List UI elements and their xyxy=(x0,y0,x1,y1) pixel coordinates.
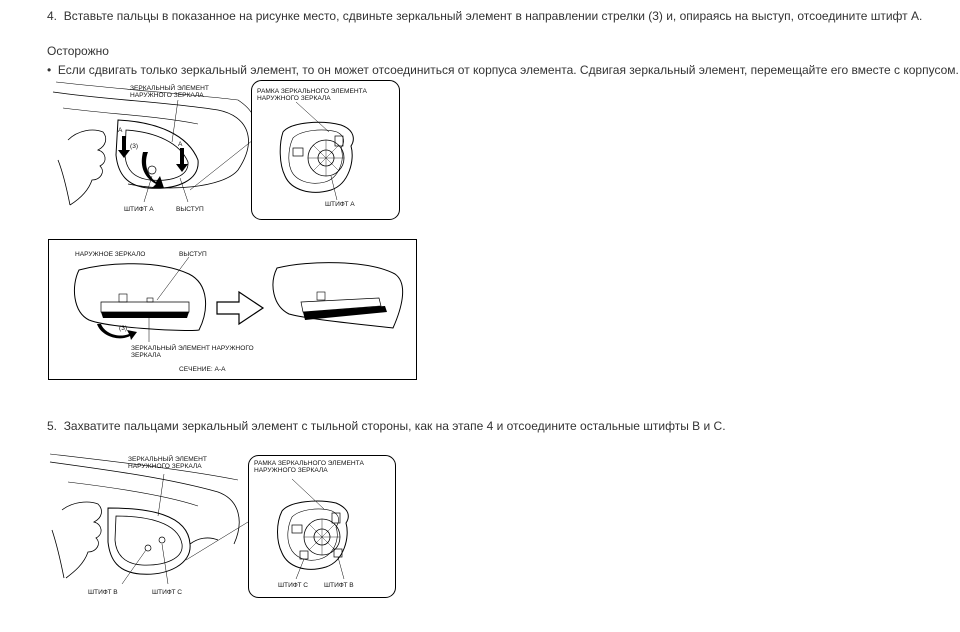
step-5-number: 5. xyxy=(47,419,58,433)
figure-2-section xyxy=(48,239,417,380)
caution-text: Если сдвигать только зеркальный элемент, то он может отсоединиться от корпуса элемента. Сдвигая зеркальный элемент, перемещайте его вместе с корпусом. xyxy=(57,63,959,77)
caution-bullet: • xyxy=(47,63,52,77)
step-5-text: Захватите пальцами зеркальный элемент с тыльной стороны, как на этапе 4 и отсоедините остальные штифты B и C. xyxy=(63,419,726,433)
figure-3-detail-drawing xyxy=(248,455,396,598)
fig2-arrow-number: (3) xyxy=(119,325,128,332)
figure-1-detail-drawing xyxy=(251,80,400,220)
figure-1-detail xyxy=(251,80,400,220)
fig1-frame-label-2: НАРУЖНОГО ЗЕРКАЛА xyxy=(257,95,331,102)
caution-title: Осторожно xyxy=(47,44,109,58)
fig3-mirror-element-label-1: ЗЕРКАЛЬНЫЙ ЭЛЕМЕНТ xyxy=(128,456,207,463)
caution-bullet-item xyxy=(47,63,959,78)
fig2-mirror-element-label-2: ЗЕРКАЛА xyxy=(131,352,161,359)
fig3-mirror-element-label-2: НАРУЖНОГО ЗЕРКАЛА xyxy=(128,463,202,470)
fig3-pin-c-label: ШТИФТ C xyxy=(152,589,183,596)
step-4-text: Вставьте пальцы в показанное на рисунке место, сдвиньте зеркальный элемент в направлении стрелки (3) и, опираясь на выступ, отсоедините штифт A. xyxy=(63,9,923,23)
fig2-outer-mirror-label: НАРУЖНОЕ ЗЕРКАЛО xyxy=(75,251,146,258)
fig1-mirror-element-label-1: ЗЕРКАЛЬНЫЙ ЭЛЕМЕНТ xyxy=(130,85,209,92)
figure-3-detail xyxy=(248,455,396,598)
fig1-mirror-element-label-2: НАРУЖНОГО ЗЕРКАЛА xyxy=(130,92,204,99)
step-4-instruction xyxy=(47,9,922,24)
figure-3-drawing xyxy=(48,452,248,600)
fig1-pin-a-label: ШТИФТ A xyxy=(124,206,154,213)
fig2-section-label: СЕЧЕНИЕ: A-A xyxy=(179,366,226,373)
fig3-frame-label-2: НАРУЖНОГО ЗЕРКАЛА xyxy=(254,467,328,474)
fig3-detail-pin-c-label: ШТИФТ C xyxy=(278,582,309,589)
fig1-letter-a-right: A xyxy=(178,141,183,148)
fig1-protrusion-label: ВЫСТУП xyxy=(176,206,204,213)
figure-2-drawing xyxy=(49,240,416,379)
fig3-pin-b-label: ШТИФТ B xyxy=(88,589,118,596)
figure-3 xyxy=(48,452,248,600)
fig1-letter-a-left: A xyxy=(118,127,123,134)
fig2-protrusion-label: ВЫСТУП xyxy=(179,251,207,258)
fig3-detail-pin-b-label: ШТИФТ B xyxy=(324,582,354,589)
fig3-frame-label-1: РАМКА ЗЕРКАЛЬНОГО ЭЛЕМЕНТА xyxy=(254,460,364,467)
fig1-arrow-number: (3) xyxy=(130,143,139,150)
fig2-mirror-element-label-1: ЗЕРКАЛЬНЫЙ ЭЛЕМЕНТ НАРУЖНОГО xyxy=(131,345,254,352)
step-5-instruction xyxy=(47,419,726,434)
fig1-frame-label-1: РАМКА ЗЕРКАЛЬНОГО ЭЛЕМЕНТА xyxy=(257,88,367,95)
step-4-number: 4. xyxy=(47,9,58,23)
fig1-detail-pin-a-label: ШТИФТ A xyxy=(325,201,355,208)
